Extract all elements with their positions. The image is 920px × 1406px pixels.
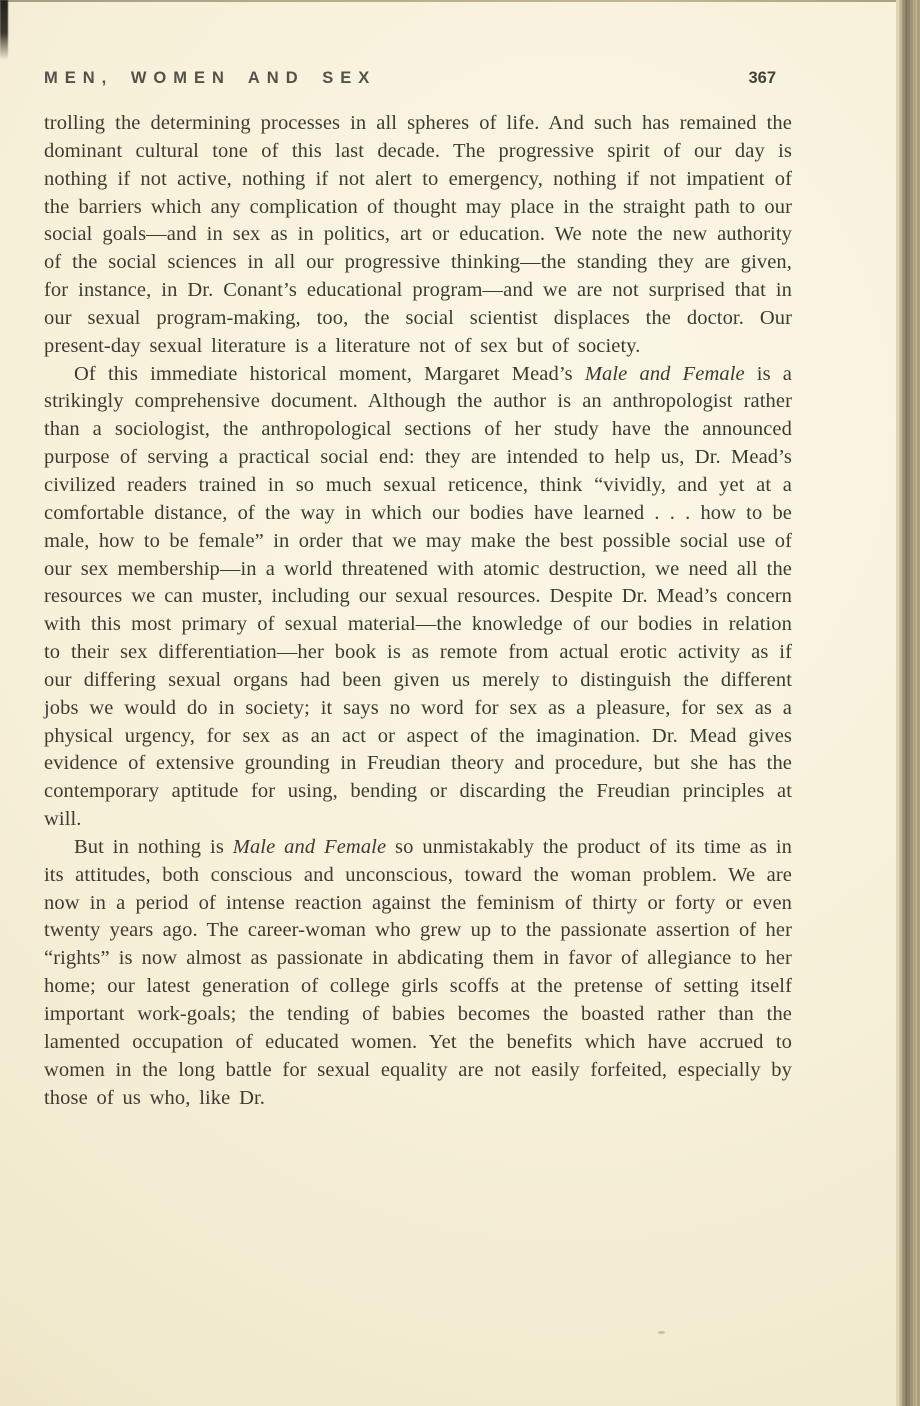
body-paragraph <box>44 110 792 361</box>
body-text-block <box>44 110 792 1112</box>
scan-top-edge-line <box>0 0 920 2</box>
page-number: 367 <box>748 69 776 87</box>
paragraph-text: trolling the determining processes in all spheres of life. And such has remained the dominant cultural tone of this last decade. The progressive spirit of our day is nothing if not active, nothing if not alert to emergency, nothing if not impatient of the barriers which any complication of thought may place in the straight path to our social goals—and in sex as in politics, art or education. We note the new authority of the social sciences in all our progressive thinking—the standing they are given, for instance, in Dr. Conant’s educational program—and we are not surprised that in our sexual program-making, too, the social scientist displaces the doctor. Our present-day sexual literature is a literature not of sex but of society. <box>44 112 792 357</box>
paragraph-text: is a strikingly comprehensive document. Although the author is an anthropologist rather than a sociologist, the anthropological sections of her study have the announced purpose of serving a practical social end: they are intended to help us, Dr. Mead’s civilized readers trained in so much sexual reticence, think “vividly, and yet at a comfortable distance, of the way in which our bodies have learned . . . how to be male, how to be female” in order that we may make the best possible social use of our sex membership—in a world threatened with atomic destruction, we need all the resources we can muster, including our sexual resources. Despite Dr. Mead’s concern with this most primary of sexual material—the knowledge of our bodies in relation to their sex differentiation—her book is as remote from actual erotic activity as if our differing sexual organs had been given us merely to distinguish the different jobs we would do in society; it says no word for sex as a pleasure, for sex as a physical urgency, for sex as an act or aspect of the imagination. Dr. Mead gives evidence of extensive grounding in Freudian theory and procedure, but she has the contemporary aptitude for using, bending or discarding the Freudian principles at will. <box>44 362 792 831</box>
scan-speck <box>658 1331 665 1334</box>
italic-book-title: Male and Female <box>584 362 745 385</box>
paragraph-text: so unmistakably the product of its time as in its attitudes, both conscious and unconscious, toward the woman problem. We are now in a period of intense reaction against the feminism of thirty or forty or even twenty years ago. The career-woman who grew up to the passionate assertion of her “rights” is now almost as passionate in abdicating them in favor of allegiance to her home; our latest generation of college girls scoffs at the pretense of setting itself important work-goals; the tending of babies becomes the boasted rather than the lamented occupation of educated women. Yet the benefits which have accrued to women in the long battle for sexual equality are not easily forfeited, especially by those of us who, like Dr. <box>44 835 792 1109</box>
paragraph-text: Of this immediate historical moment, Margaret Mead’s <box>74 362 585 385</box>
running-head-row <box>44 69 792 88</box>
body-paragraph <box>44 361 792 834</box>
scan-corner-smudge <box>0 0 8 60</box>
paragraph-text: But in nothing is <box>74 835 233 858</box>
italic-book-title: Male and Female <box>232 835 387 858</box>
book-fore-edge-pages <box>896 0 920 1406</box>
body-paragraph <box>44 834 792 1112</box>
running-head-title: MEN, WOMEN AND SEX <box>44 69 377 87</box>
